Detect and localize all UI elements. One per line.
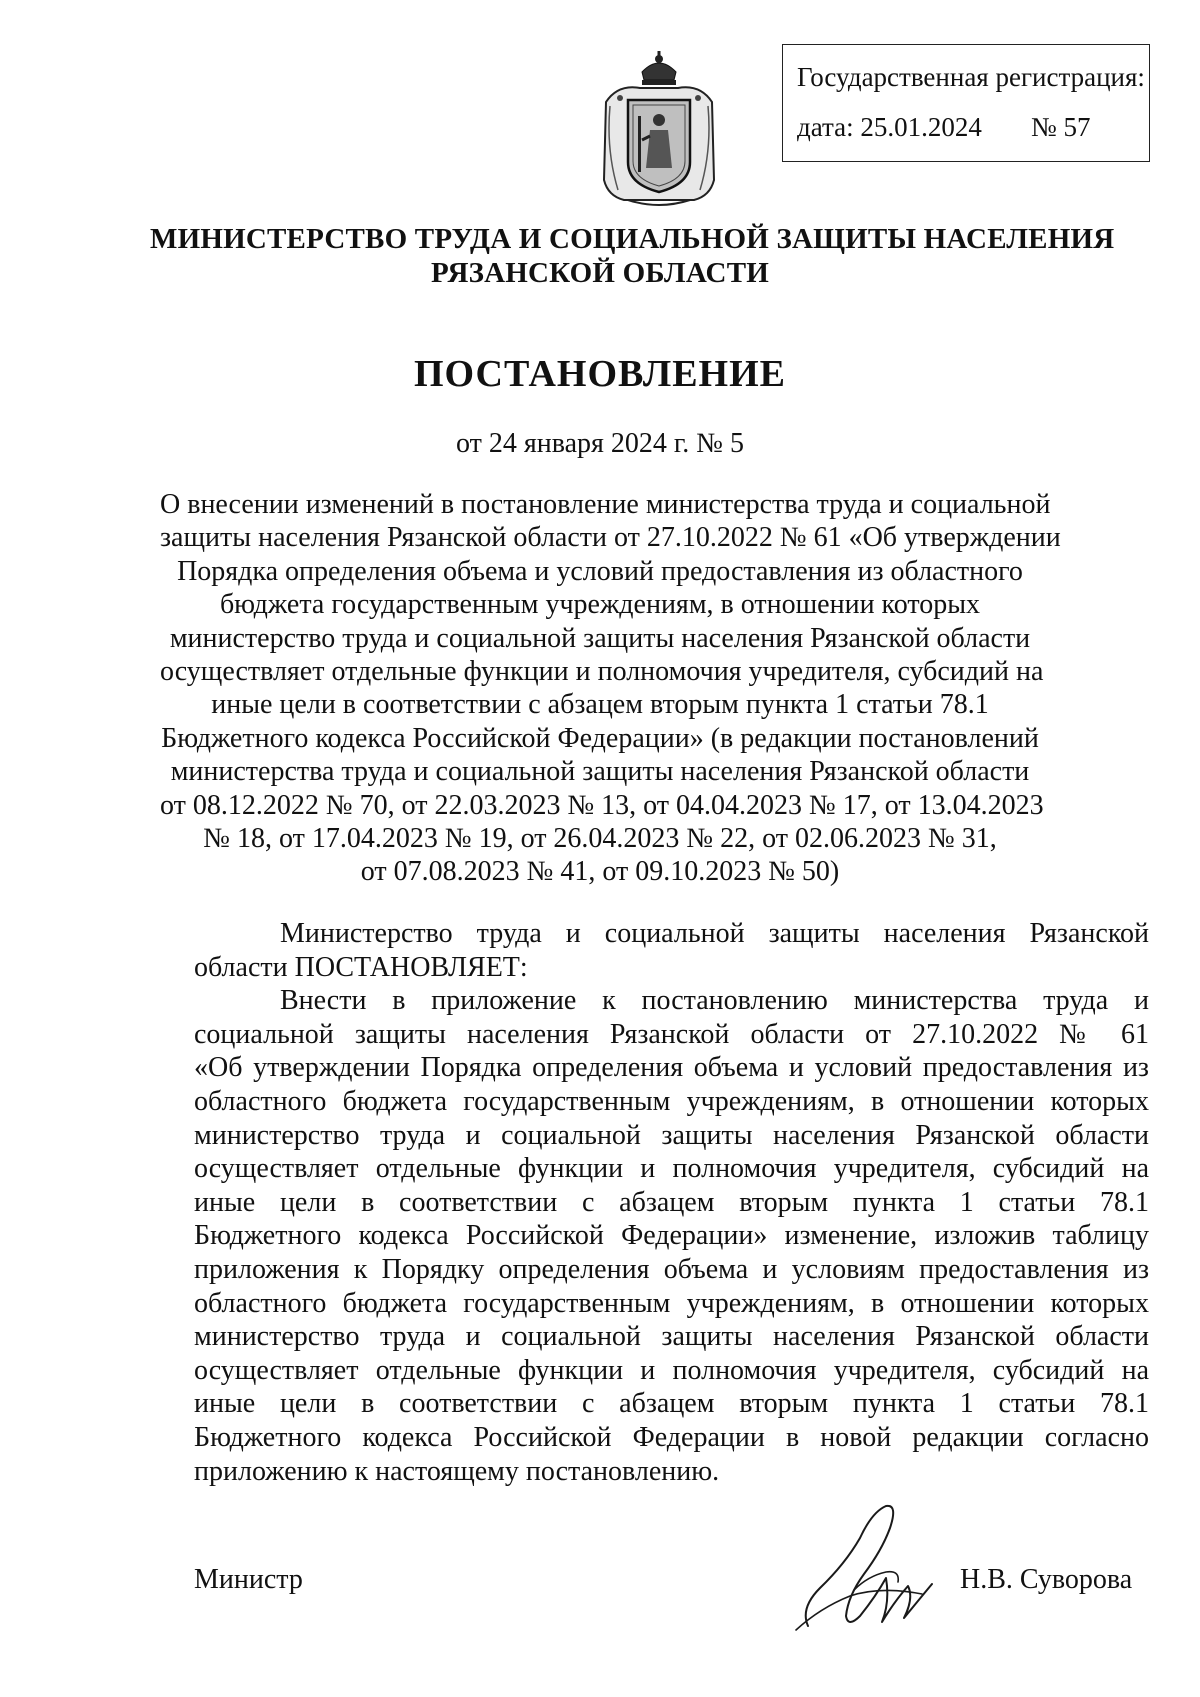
body-line: Бюджетного кодекса Российской Федерации в новой редакции согласно [194,1421,1149,1453]
body-line: социальной защиты населения Рязанской области от 27.10.2022 № 61 [194,1018,1149,1050]
subject-line: О внесении изменений в постановление министерства труда и социальной [160,489,1051,520]
document-subject [160,488,1061,889]
subject-line: бюджета государственным учреждениям, в отношении которых [219,589,981,621]
subject-line: защиты населения Рязанской области от 27.10.2022 № 61 «Об утверждении [160,522,1061,554]
subject-line: министерство труда и социальной защиты населения Рязанской области [169,622,1031,654]
handwritten-signature [790,1498,940,1638]
body-line: приложению к настоящему постановлению. [194,1455,720,1487]
body-line: иные цели в соответствии с абзацем вторым пункта 1 статьи 78.1 [194,1388,1149,1420]
body-line: областного бюджета государственным учреждениям, в отношении которых [194,1085,1149,1117]
subject-line: Порядка определения объема и условий предоставления из областного [177,555,1023,587]
body-line: приложения к Порядку определения объема и условиям предоставления из [194,1253,1149,1285]
subject-line: министерства труда и социальной защиты населения Рязанской области [170,756,1030,788]
subject-line: от 07.08.2023 № 41, от 09.10.2023 № 50) [360,856,840,888]
document-date-number: от 24 января 2024 г. № 5 [456,428,744,459]
body-line: иные цели в соответствии с абзацем вторым пункта 1 статьи 78.1 [194,1186,1149,1218]
subject-line: осуществляет отдельные функции и полномочия учредителя, субсидий на [160,656,1044,688]
ministry-line-2: РЯЗАНСКОЙ ОБЛАСТИ [431,257,769,289]
body-line: министерство труда и социальной защиты населения Рязанской области [194,1119,1149,1151]
body-line: осуществляет отдельные функции и полномочия учредителя, субсидий на [194,1354,1149,1386]
body-line: областного бюджета государственным учреждениям, в отношении которых [194,1287,1149,1319]
body-line: осуществляет отдельные функции и полномочия учредителя, субсидий на [194,1153,1149,1185]
subject-line: от 08.12.2022 № 70, от 22.03.2023 № 13, от 04.04.2023 № 17, от 13.04.2023 [160,789,1044,821]
body-line: «Об утверждении Порядка определения объема и условий предоставления из [194,1052,1149,1084]
ministry-line-1: МИНИСТЕРСТВО ТРУДА И СОЦИАЛЬНОЙ ЗАЩИТЫ НАСЕЛЕНИЯ [150,223,1115,255]
registration-number: № 57 [1031,112,1091,142]
signature-role: Министр [194,1564,303,1595]
document-type-title: ПОСТАНОВЛЕНИЕ [413,353,787,395]
coat-of-arms-icon [598,50,720,210]
body-line: Внести в приложение к постановлению министерства труда и [280,985,1149,1017]
ministry-header [150,222,1115,290]
body-line: Министерство труда и социальной защиты населения Рязанской [280,918,1149,949]
subject-line: № 18, от 17.04.2023 № 19, от 26.04.2023 № 22, от 02.06.2023 № 31, [203,823,997,855]
registration-title: Государственная регистрация: [797,62,1145,92]
subject-line: иные цели в соответствии с абзацем вторым пункта 1 статьи 78.1 [211,689,989,721]
body-line: министерство труда и социальной защиты населения Рязанской области [194,1321,1149,1353]
document-body [194,917,1149,1488]
signatory-name: Н.В. Суворова [960,1564,1133,1595]
body-line: области ПОСТАНОВЛЯЕТ: [194,951,528,983]
body-line: Бюджетного кодекса Российской Федерации» изменение, изложив таблицу [194,1220,1149,1252]
registration-date: дата: 25.01.2024 [797,112,982,142]
subject-line: Бюджетного кодекса Российской Федерации» (в редакции постановлений [161,722,1039,754]
registration-box [782,44,1150,162]
